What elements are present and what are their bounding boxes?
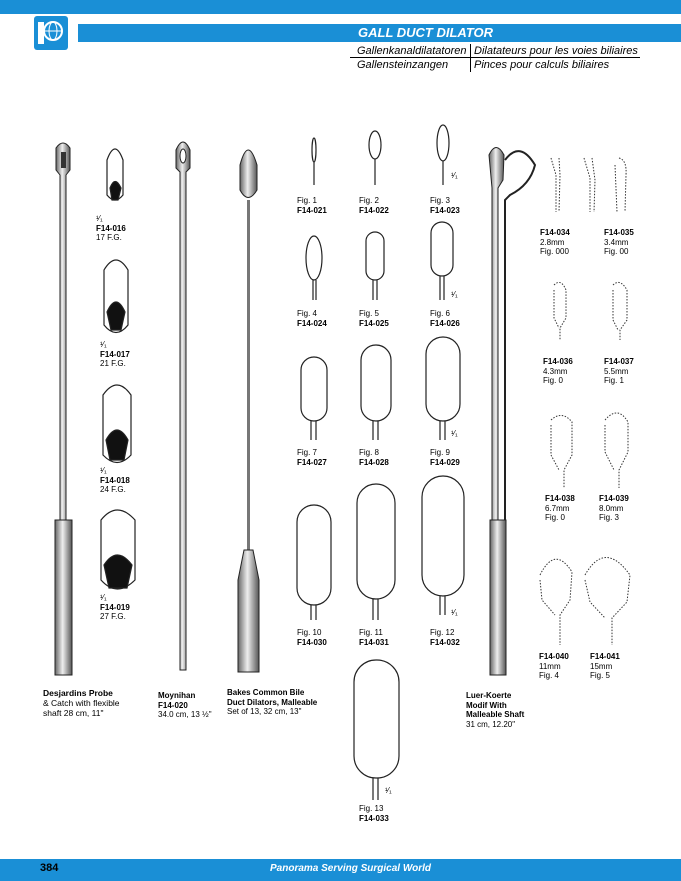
desjardins-caption [43, 688, 120, 718]
item-code: F14-027 [297, 457, 327, 467]
subtitle-fr-1: Dilatateurs pour les voies biliaires [474, 45, 638, 57]
bakes-fig-4 [297, 309, 327, 328]
item-code: F14-026 [430, 318, 460, 328]
subtitle-de-1: Gallenkanaldilatatoren [357, 45, 467, 57]
bakes-fig-10 [297, 628, 327, 647]
product-name-3: Malleable Shaft [466, 710, 525, 719]
item-code: F14-041 [590, 652, 620, 661]
item-code: F14-020 [158, 700, 188, 710]
bakes-fig-6-scale [451, 290, 458, 300]
item-code: F14-021 [297, 205, 327, 215]
bakes-fig-13-scale [385, 786, 392, 796]
desjardins-item-1 [96, 214, 126, 243]
item-size: 2.8mm [540, 237, 565, 247]
desjardins-item-2 [100, 340, 130, 369]
footer-tagline: Panorama Serving Surgical World [270, 863, 431, 874]
bakes-fig-1 [297, 196, 327, 215]
item-code: F14-032 [430, 637, 460, 647]
subtitle-de-2: Gallensteinzangen [357, 59, 449, 71]
scale-label: ¹⁄₁ [100, 466, 107, 475]
item-code: F14-036 [543, 357, 573, 366]
desjardins-probe-illustration [55, 143, 72, 675]
bakes-fig-8 [359, 448, 389, 467]
fig-number: Fig. 00 [604, 247, 629, 256]
scale-label: ¹⁄₁ [96, 214, 103, 223]
item-size: 8.0mm [599, 503, 624, 513]
item-code: F14-025 [359, 318, 389, 328]
luer-item-8 [590, 652, 620, 681]
item-size: 27 F.G. [100, 612, 126, 621]
luer-item-1 [540, 228, 570, 257]
item-code: F14-040 [539, 652, 569, 661]
item-code: F14-033 [359, 813, 389, 823]
fig-number: Fig. 000 [540, 247, 569, 256]
bakes-fig-5 [359, 309, 389, 328]
product-size: 31 cm, 12.20" [466, 719, 516, 729]
scale-label: ¹⁄₁ [100, 593, 107, 602]
product-desc: & Catch with flexible [43, 698, 120, 708]
item-code: F14-022 [359, 205, 389, 215]
fig-number: Fig. 1 [604, 376, 625, 385]
bakes-fig-11 [359, 628, 389, 647]
bakes-fig-3-scale [451, 171, 458, 181]
item-code: F14-024 [297, 318, 327, 328]
luer-item-6 [599, 494, 629, 523]
product-name: Moynihan [158, 691, 196, 700]
scale-label: ¹⁄₁ [451, 171, 458, 180]
luer-item-5 [545, 494, 575, 523]
product-size: 34.0 cm, 13 ½" [158, 710, 212, 719]
fig-number: Fig. 2 [359, 196, 380, 205]
item-code: F14-029 [430, 457, 460, 467]
bakes-fig-12-scale [451, 608, 458, 618]
product-name: Bakes Common Bile [227, 688, 305, 697]
product-name: Luer-Koerte [466, 691, 512, 700]
item-code: F14-023 [430, 205, 460, 215]
scale-label: ¹⁄₁ [385, 786, 392, 795]
bakes-fig-6 [430, 309, 460, 328]
item-size: 3.4mm [604, 237, 629, 247]
item-size: 5.5mm [604, 366, 629, 376]
item-code: F14-035 [604, 228, 634, 237]
page-number: 384 [40, 862, 59, 874]
product-name-2: Duct Dilators, Malleable [227, 697, 318, 707]
item-code: F14-028 [359, 457, 389, 467]
bakes-caption [227, 688, 317, 717]
item-code: F14-030 [297, 637, 327, 647]
fig-number: Fig. 5 [590, 671, 611, 680]
moynihan-caption [158, 691, 212, 720]
luer-item-3 [543, 357, 573, 386]
bakes-fig-7 [297, 448, 327, 467]
item-size: 11mm [539, 661, 561, 671]
bakes-fig-9-scale [451, 429, 458, 439]
fig-number: Fig. 8 [359, 448, 380, 457]
item-size: 4.3mm [543, 366, 568, 376]
luer-item-2 [604, 228, 634, 257]
fig-number: Fig. 3 [599, 513, 620, 522]
item-size: 24 F.G. [100, 485, 126, 494]
item-code: F14-019 [100, 602, 130, 612]
item-size: 21 F.G. [100, 359, 126, 368]
fig-number: Fig. 7 [297, 448, 318, 457]
product-size: Set of 13, 32 cm, 13" [227, 707, 302, 716]
fig-number: Fig. 3 [430, 196, 451, 205]
desjardins-item-3 [100, 466, 130, 495]
fig-number: Fig. 9 [430, 448, 451, 457]
item-code: F14-037 [604, 357, 634, 366]
luer-koerte-illustration [489, 148, 535, 676]
scale-label: ¹⁄₁ [451, 429, 458, 438]
fig-number: Fig. 5 [359, 309, 380, 318]
item-code: F14-018 [100, 475, 130, 485]
scale-label: ¹⁄₁ [100, 340, 107, 349]
fig-number: Fig. 12 [430, 628, 455, 637]
fig-number: Fig. 11 [359, 628, 383, 637]
fig-number: Fig. 6 [430, 309, 451, 318]
item-code: F14-038 [545, 494, 575, 503]
luer-item-4 [604, 357, 634, 386]
subtitle-fr-2: Pinces pour calculs biliaires [474, 59, 610, 71]
fig-number: Fig. 0 [545, 513, 566, 522]
item-code: F14-017 [100, 349, 130, 359]
product-name-2: Modif With [466, 700, 507, 710]
luer-item-7 [539, 652, 569, 681]
scale-label: ¹⁄₁ [451, 608, 458, 617]
fig-number: Fig. 1 [297, 196, 318, 205]
item-size: 17 F.G. [96, 233, 122, 242]
desjardins-item-4 [100, 593, 130, 622]
item-size: 6.7mm [545, 503, 570, 513]
fig-number: Fig. 10 [297, 628, 322, 637]
bakes-fig-12 [430, 628, 460, 647]
bakes-fig-2 [359, 196, 389, 215]
item-code: F14-034 [540, 228, 570, 237]
bakes-dilator-illustration [238, 150, 259, 672]
item-code: F14-039 [599, 494, 629, 503]
bakes-fig-3 [430, 196, 460, 215]
fig-number: Fig. 0 [543, 376, 564, 385]
luer-caption [466, 691, 524, 729]
moynihan-probe-illustration [176, 142, 190, 670]
fig-number: Fig. 13 [359, 804, 384, 813]
page-title: GALL DUCT DILATOR [358, 25, 494, 40]
scale-label: ¹⁄₁ [451, 290, 458, 299]
item-code: F14-031 [359, 637, 389, 647]
fig-number: Fig. 4 [539, 671, 560, 680]
product-size: shaft 28 cm, 11" [43, 708, 104, 718]
product-name: Desjardins Probe [43, 688, 113, 698]
footer-bar [0, 859, 681, 881]
item-code: F14-016 [96, 223, 126, 233]
bakes-fig-13 [359, 804, 389, 823]
bakes-fig-9 [430, 448, 460, 467]
fig-number: Fig. 4 [297, 309, 318, 318]
item-size: 15mm [590, 661, 613, 671]
